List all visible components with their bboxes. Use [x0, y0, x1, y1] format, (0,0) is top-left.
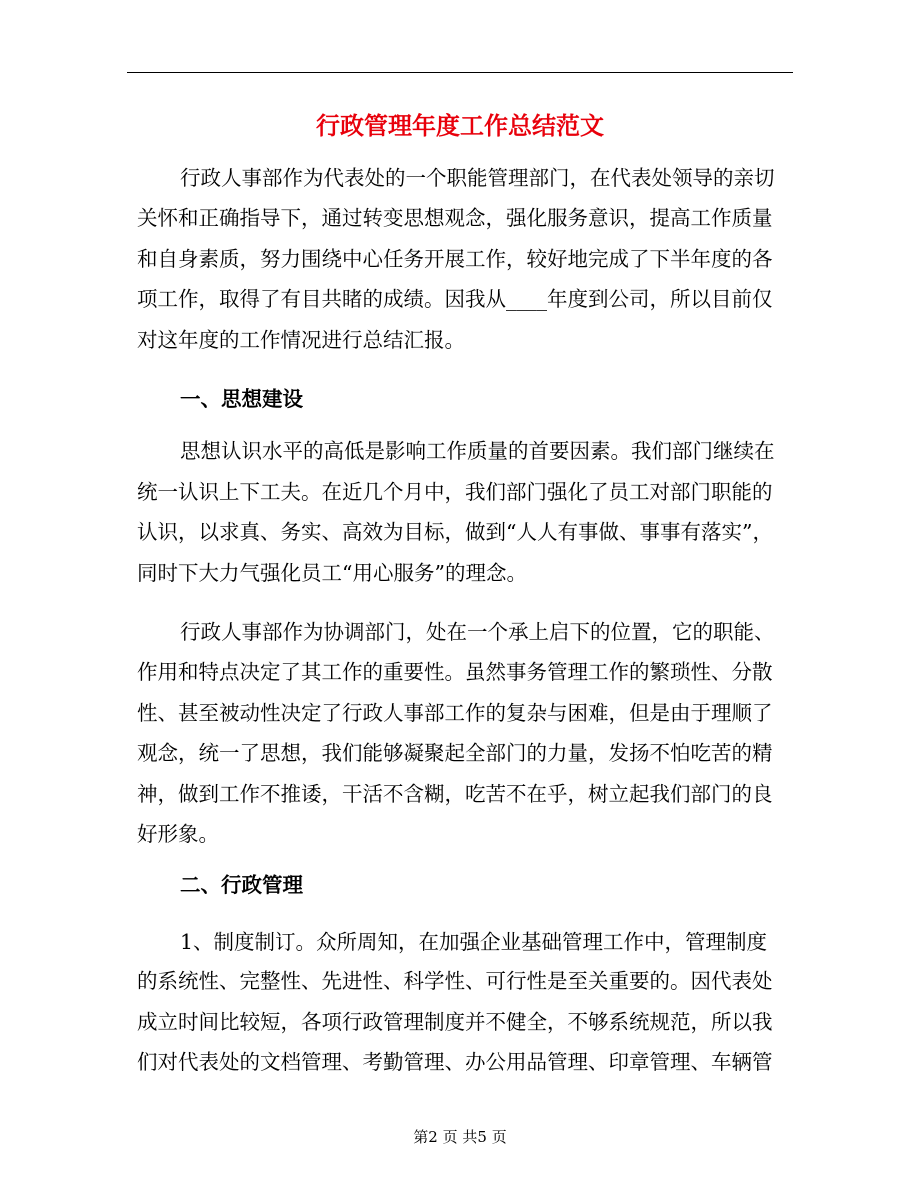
page-number: 第2 页 共5 页: [413, 1128, 507, 1146]
paragraph-1-line-2: 关怀和正确指导下，通过转变思想观念，强化服务意识，提高工作质量: [137, 206, 773, 230]
section-heading-2: 二、行政管理: [180, 873, 303, 897]
header-rule: [127, 72, 793, 73]
paragraph-2-line-2: 统一认识上下工夫。在近几个月中，我们部门强化了员工对部门职能的: [137, 480, 773, 504]
paragraph-4-line-2: 的系统性、完整性、先进性、科学性、可行性是至关重要的。因代表处: [137, 969, 773, 993]
paragraph-1-line-4: 项工作，取得了有目共睹的成绩。因我从____年度到公司，所以目前仅: [137, 287, 773, 311]
paragraph-3-line-2: 作用和特点决定了其工作的重要性。虽然事务管理工作的繁琐性、分散: [137, 660, 773, 684]
paragraph-1-line-5: 对这年度的工作情况进行总结汇报。: [137, 328, 465, 352]
paragraph-3-line-6: 好形象。: [137, 822, 219, 846]
paragraph-4-line-1: 1、制度制订。众所周知，在加强企业基础管理工作中，管理制度: [180, 930, 768, 954]
document-title: 行政管理年度工作总结范文: [316, 111, 604, 140]
paragraph-2-line-3: 认识，以求真、务实、高效为目标，做到“人人有事做、事事有落实”，: [137, 520, 773, 544]
paragraph-3-line-4: 观念，统一了思想，我们能够凝聚起全部门的力量，发扬不怕吃苦的精: [137, 741, 773, 765]
paragraph-4-line-4: 们对代表处的文档管理、考勤管理、办公用品管理、印章管理、车辆管: [137, 1050, 773, 1074]
paragraph-1-line-3: 和自身素质，努力围绕中心任务开展工作，较好地完成了下半年度的各: [137, 247, 773, 271]
paragraph-3-line-3: 性、甚至被动性决定了行政人事部工作的复杂与困难，但是由于理顺了: [137, 701, 773, 725]
paragraph-1-line-1: 行政人事部作为代表处的一个职能管理部门，在代表处领导的亲切: [180, 166, 775, 190]
paragraph-3-line-5: 神，做到工作不推诿，干活不含糊，吃苦不在乎，树立起我们部门的良: [137, 782, 773, 806]
paragraph-4-line-3: 成立时间比较短，各项行政管理制度并不健全，不够系统规范，所以我: [137, 1010, 773, 1034]
paragraph-2-line-4: 同时下大力气强化员工“用心服务”的理念。: [137, 561, 527, 585]
paragraph-2-line-1: 思想认识水平的高低是影响工作质量的首要因素。我们部门继续在: [180, 439, 775, 463]
section-heading-1: 一、思想建设: [180, 387, 303, 411]
paragraph-3-line-1: 行政人事部作为协调部门，处在一个承上启下的位置，它的职能、: [180, 620, 775, 644]
